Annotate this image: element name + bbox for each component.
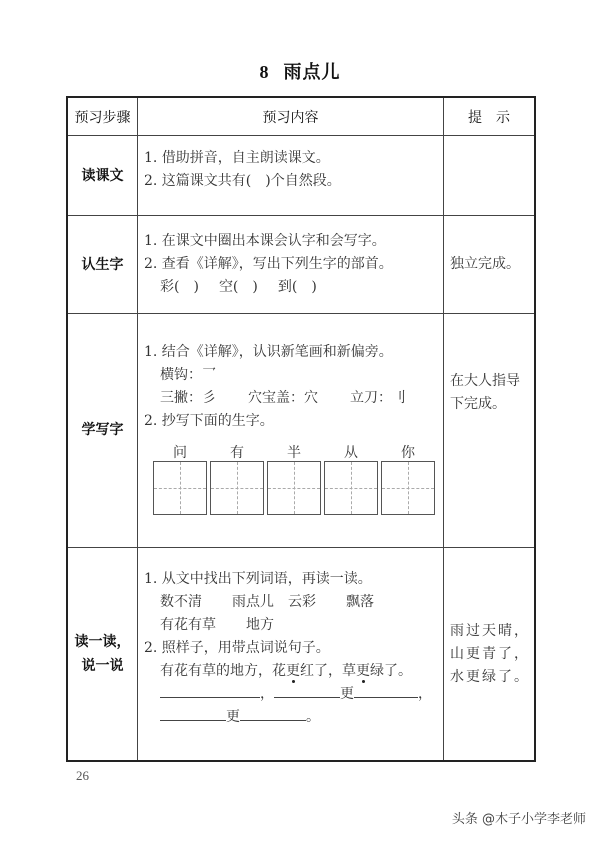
content-line: 2. 这篇课文共有( )个自然段。 — [144, 173, 341, 189]
copy-writing-grid — [153, 442, 443, 522]
word-list-line — [144, 614, 443, 637]
grid-char: 从 — [344, 445, 358, 461]
hint-line: 雨过天晴， — [450, 622, 530, 639]
example-text: 有花有草的地方，花 — [160, 663, 286, 679]
watermark: 头条 @木子小学李老师 — [451, 812, 586, 827]
fill-in-line — [144, 683, 443, 706]
fill-blank[interactable] — [160, 683, 260, 698]
step-read-and-speak — [68, 548, 137, 760]
fill-blank[interactable] — [240, 706, 306, 721]
header-hint: 提 示 — [468, 109, 510, 126]
header-content: 预习内容 — [262, 109, 319, 126]
dotted-word: 更 — [356, 663, 370, 679]
fill-in-line — [144, 706, 443, 729]
fill-blank[interactable] — [274, 683, 340, 698]
row-divider — [68, 135, 534, 136]
radical-line — [144, 387, 443, 410]
content-recognize-chars — [138, 230, 443, 299]
step-recognize-chars: 认生字 — [81, 256, 124, 273]
punct: ， — [418, 686, 432, 702]
punct: ， — [260, 686, 274, 702]
radical-blank: 到( ) — [277, 279, 317, 295]
preview-table — [66, 96, 536, 762]
example-text: 红了，草 — [300, 663, 356, 679]
content-line: 2. 查看《详解》，写出下列生字的部首。 — [144, 256, 393, 272]
fill-word: 更 — [340, 686, 354, 702]
writing-box[interactable] — [267, 461, 321, 515]
writing-box[interactable] — [324, 461, 378, 515]
page-number: 26 — [76, 768, 89, 783]
grid-char: 半 — [287, 445, 301, 461]
step-write-chars: 学写字 — [81, 422, 124, 438]
example-sentence — [144, 660, 443, 683]
word-item: 数不清 — [160, 594, 202, 610]
word-list-line — [144, 591, 443, 614]
grid-char: 你 — [401, 445, 415, 461]
writing-box[interactable] — [153, 461, 207, 515]
content-line: 2. 抄写下面的生字。 — [144, 413, 274, 429]
hint-read-and-speak — [444, 548, 534, 760]
writing-box[interactable] — [381, 461, 435, 515]
fill-word: 更 — [226, 709, 240, 725]
writing-box[interactable] — [210, 461, 264, 515]
word-item: 有花有草 — [160, 617, 216, 633]
radical-item: 立刀：刂 — [350, 390, 406, 406]
lesson-title: 雨点儿 — [283, 62, 341, 83]
hint-write-chars: 在大人指导下完成。 — [450, 373, 520, 412]
grid-char: 有 — [230, 445, 244, 461]
content-line: 1. 借助拼音，自主朗读课文。 — [144, 150, 330, 166]
grid-char: 问 — [173, 445, 187, 461]
content-line: 1. 在课文中圈出本课会认字和会写字。 — [144, 233, 386, 249]
radical-item: 穴宝盖：穴 — [248, 390, 318, 406]
radical-blank: 彩( ) — [160, 279, 199, 295]
step-line: 读一读， — [74, 634, 131, 650]
content-line: 1. 结合《详解》，认识新笔画和新偏旁。 — [144, 344, 393, 360]
hint-line: 水更绿了。 — [450, 668, 530, 685]
fill-blank[interactable] — [354, 683, 418, 698]
lesson-number: 8 — [259, 62, 270, 82]
step-read-text: 读课文 — [81, 167, 124, 184]
hint-recognize-chars: 独立完成。 — [450, 256, 520, 272]
word-item: 云彩 — [288, 594, 316, 610]
step-line: 说一说 — [81, 658, 124, 674]
dotted-word: 更 — [286, 663, 300, 679]
radical-blank: 空( ) — [218, 279, 258, 295]
page-title — [0, 58, 600, 84]
content-write-chars — [138, 341, 443, 433]
radical-fill-line — [144, 276, 443, 299]
example-text: 绿了。 — [370, 663, 412, 679]
hint-line: 山更青了， — [450, 645, 530, 662]
word-item: 雨点儿 — [232, 594, 274, 610]
punct: 。 — [306, 709, 320, 725]
stroke-line: 横钩：乛 — [160, 367, 216, 383]
fill-blank[interactable] — [160, 706, 226, 721]
word-item: 地方 — [246, 617, 274, 633]
content-read-text — [138, 147, 443, 193]
radical-item: 三撇：彡 — [160, 390, 216, 406]
header-step: 预习步骤 — [74, 109, 131, 126]
word-item: 飘落 — [346, 594, 374, 610]
content-line: 2. 照样子，用带点词说句子。 — [144, 640, 330, 656]
content-read-and-speak — [138, 568, 443, 729]
content-line: 1. 从文中找出下列词语，再读一读。 — [144, 571, 372, 587]
